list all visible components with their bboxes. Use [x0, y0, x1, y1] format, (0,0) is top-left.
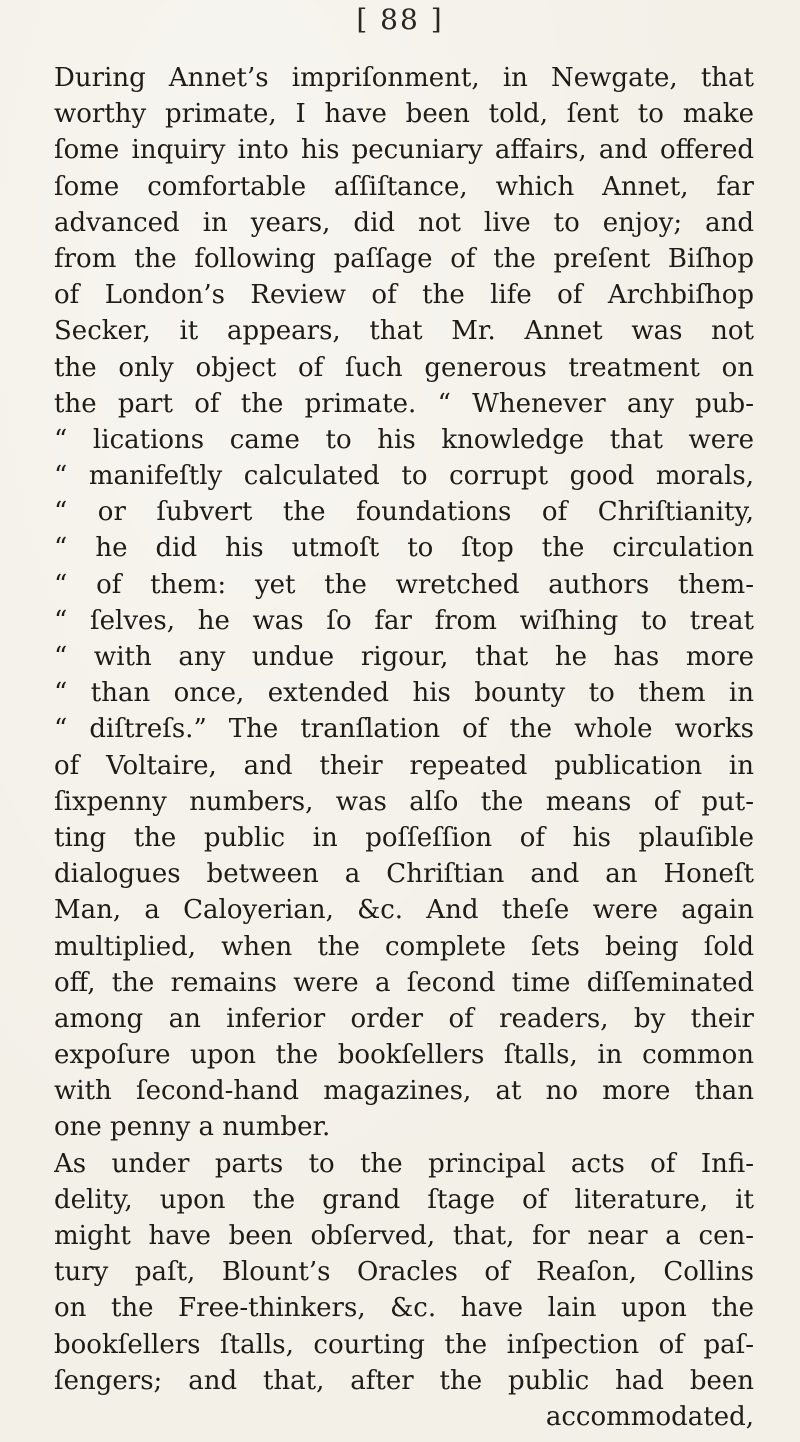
text-line: “ than once, extended his bounty to them in — [54, 678, 754, 709]
text-line: “ ſelves, he was ſo far from wiſhing to treat — [54, 605, 754, 636]
text-line: During Annet’s impriſonment, in Newgate, that — [54, 63, 754, 93]
text-line: delity, upon the grand ſtage of literature, it — [54, 1184, 754, 1215]
text-line: from the following paſſage of the preſent Biſhop — [54, 243, 754, 274]
text-line: worthy primate, I have been told, ſent to make — [54, 99, 754, 130]
text-line: of Voltaire, and their repeated publication in — [54, 750, 754, 781]
text-line: ſome inquiry into his pecuniary affairs, and offered — [54, 135, 754, 166]
text-line: ſengers; and that, after the public had been — [54, 1365, 754, 1396]
text-line: with ſecond-hand magazines, at no more than — [54, 1076, 754, 1107]
text-line: dialogues between a Chriſtian and an Honeſt — [54, 859, 754, 890]
text-line: among an inferior order of readers, by their — [54, 1003, 754, 1034]
text-line: ting the public in poſſeſſion of his plauſible — [54, 822, 754, 853]
page-number: [ 88 ] — [356, 3, 444, 36]
text-line: of London’s Review of the life of Archbiſhop — [54, 280, 754, 311]
text-line: might have been obſerved, that, for near a cen- — [54, 1221, 754, 1251]
text-line: expoſure upon the bookſellers ſtalls, in common — [54, 1040, 754, 1071]
text-line: ſome comfortable aſſiſtance, which Annet, far — [54, 171, 754, 202]
text-line: ſixpenny numbers, was alſo the means of put- — [54, 786, 754, 817]
text-line: the part of the primate. “ Whenever any pub- — [54, 388, 754, 419]
text-line: the only object of ſuch generous treatment on — [54, 352, 754, 383]
text-line: “ or ſubvert the foundations of Chriſtianity, — [54, 497, 754, 528]
text-line: one penny a number. — [54, 1112, 331, 1143]
text-line: As under parts to the principal acts of Infi- — [54, 1148, 754, 1179]
text-line: “ manifeſtly calculated to corrupt good morals, — [54, 461, 754, 492]
text-line: Secker, it appears, that Mr. Annet was not — [54, 316, 754, 347]
text-line: “ of them: yet the wretched authors them- — [54, 569, 754, 600]
text-line: accommodated, — [545, 1401, 754, 1432]
text-line: “ lications came to his knowledge that were — [54, 424, 754, 455]
text-line: Man, a Caloyerian, &c. And theſe were again — [54, 895, 754, 926]
text-line: “ he did his utmoſt to ſtop the circulation — [54, 533, 754, 564]
text-line: “ with any undue rigour, that he has more — [54, 642, 754, 672]
text-line: multiplied, when the complete ſets being ſold — [54, 931, 754, 962]
text-line: tury paſt, Blount’s Oracles of Reaſon, Collins — [54, 1257, 754, 1288]
text-line: on the Free-thinkers, &c. have lain upon the — [54, 1293, 754, 1324]
text-line: advanced in years, did not live to enjoy; and — [54, 207, 754, 238]
text-line: off, the remains were a ſecond time diſſeminated — [54, 967, 754, 998]
body-text — [54, 60, 754, 1435]
text-line: bookſellers ſtalls, courting the inſpection of paſ- — [54, 1329, 754, 1360]
text-line: “ diſtreſs.” The tranſlation of the whole works — [54, 714, 754, 745]
